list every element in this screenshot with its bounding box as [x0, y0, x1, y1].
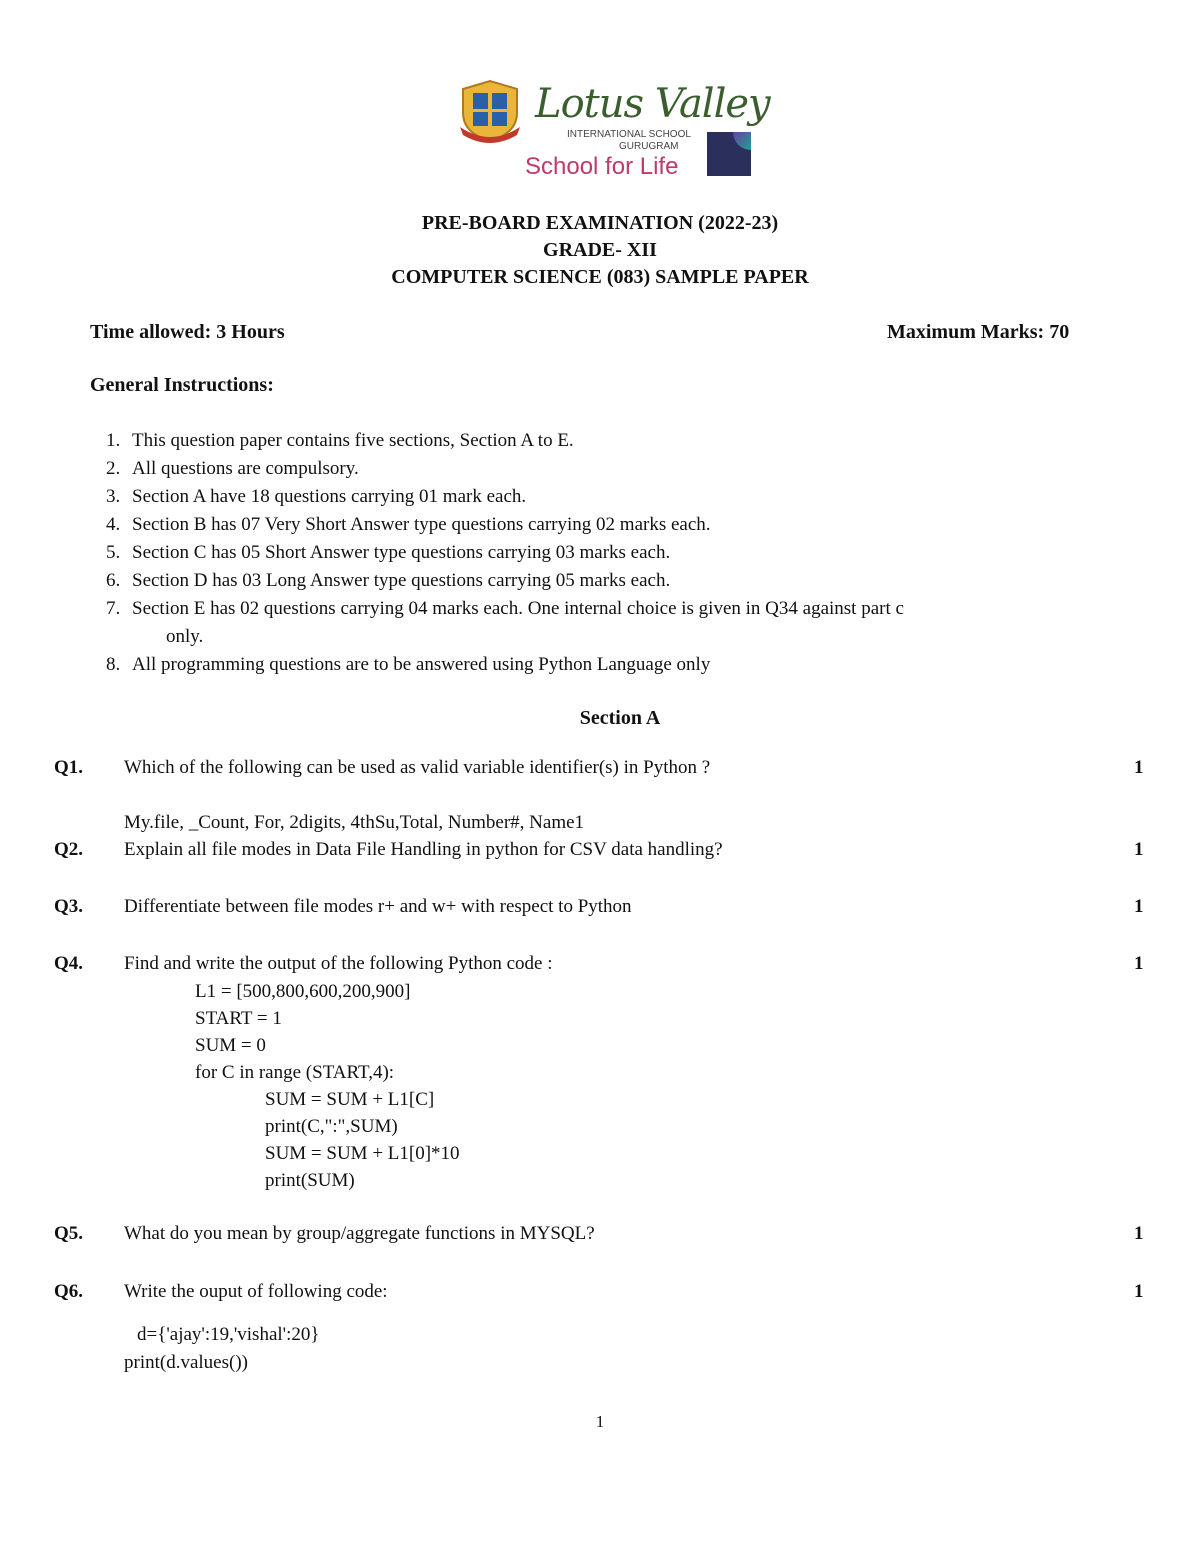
question-number: Q5.	[54, 1223, 84, 1244]
section-a-title: Section A	[579, 707, 661, 729]
instruction-item: 3. Section A have 18 questions carrying 01 mark each.	[106, 486, 527, 507]
question-number: Q1.	[54, 757, 84, 778]
question-marks: 1	[1134, 1223, 1144, 1244]
question-marks: 1	[1134, 839, 1144, 860]
brand-name: Lotus Valley	[535, 81, 770, 127]
code-line: print(d.values())	[124, 1352, 248, 1373]
question-text: Which of the following can be used as valid variable identifier(s) in Python ?	[124, 757, 711, 778]
code-line: SUM = SUM + L1[0]*10	[265, 1143, 460, 1164]
code-line: d={'ajay':19,'vishal':20}	[137, 1324, 320, 1345]
maximum-marks: Maximum Marks: 70	[887, 321, 1070, 343]
question-marks: 1	[1134, 896, 1144, 917]
question-text: Find and write the output of the following Python code :	[124, 953, 553, 974]
question-number: Q4.	[54, 953, 84, 974]
instruction-item: 5. Section C has 05 Short Answer type questions carrying 03 marks each.	[106, 542, 671, 563]
code-line: SUM = 0	[195, 1035, 266, 1056]
question-text: Differentiate between file modes r+ and w+ with respect to Python	[124, 896, 632, 917]
instruction-item: 6. Section D has 03 Long Answer type questions carrying 05 marks each.	[106, 570, 671, 591]
question-number: Q3.	[54, 896, 84, 917]
ib-world-school-icon	[707, 132, 751, 176]
code-line: SUM = SUM + L1[C]	[265, 1089, 435, 1110]
instruction-item: 2. All questions are compulsory.	[106, 458, 359, 479]
question-text: Write the ouput of following code:	[124, 1281, 388, 1302]
instruction-item: 7. Section E has 02 questions carrying 04 marks each. One internal choice is given in Q34 against part c only.	[106, 598, 904, 647]
instructions-list	[106, 427, 1106, 679]
grade-title: GRADE- XII	[543, 239, 657, 261]
question-text: What do you mean by group/aggregate functions in MYSQL?	[124, 1223, 595, 1244]
school-logo	[455, 75, 770, 185]
school-crest-icon	[455, 75, 525, 145]
question-number: Q2.	[54, 839, 84, 860]
page-number: 1	[595, 1412, 605, 1431]
instruction-item: 1. This question paper contains five sections, Section A to E.	[106, 430, 574, 451]
instruction-item: 4. Section B has 07 Very Short Answer type questions carrying 02 marks each.	[106, 514, 711, 535]
code-line: print(C,":",SUM)	[265, 1116, 398, 1137]
question-marks: 1	[1134, 953, 1144, 974]
code-line: print(SUM)	[265, 1170, 355, 1191]
exam-title: PRE-BOARD EXAMINATION (2022-23)	[421, 212, 779, 234]
code-line: START = 1	[195, 1008, 282, 1029]
subject-title: COMPUTER SCIENCE (083) SAMPLE PAPER	[391, 266, 809, 288]
instructions-heading: General Instructions:	[90, 374, 274, 396]
code-line: for C in range (START,4):	[195, 1062, 395, 1083]
question-marks: 1	[1134, 1281, 1144, 1302]
brand-location: GURUGRAM	[619, 141, 679, 152]
question-1-options: My.file, _Count, For, 2digits, 4thSu,Total, Number#, Name1	[124, 812, 585, 833]
question-marks: 1	[1134, 757, 1144, 778]
time-allowed: Time allowed: 3 Hours	[90, 321, 285, 343]
brand-subtitle: INTERNATIONAL SCHOOL	[567, 129, 691, 140]
code-line: L1 = [500,800,600,200,900]	[195, 981, 411, 1002]
instruction-item: 8. All programming questions are to be answered using Python Language only	[106, 654, 711, 675]
brand-tagline: School for Life	[525, 153, 679, 180]
question-number: Q6.	[54, 1281, 84, 1302]
question-text: Explain all file modes in Data File Handling in python for CSV data handling?	[124, 839, 723, 860]
